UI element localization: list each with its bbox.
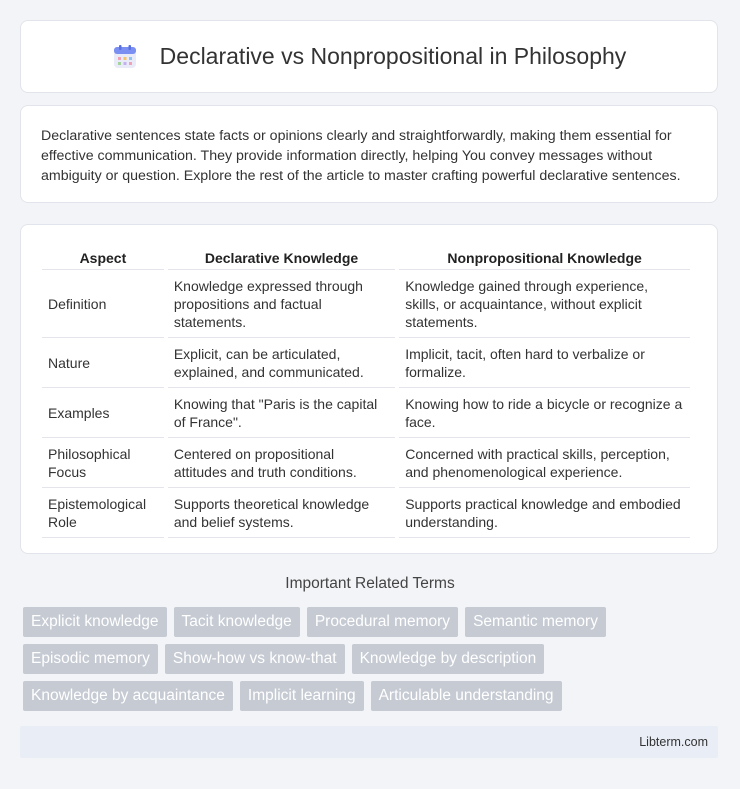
header-nonpropositional: Nonpropositional Knowledge (399, 245, 690, 270)
row-nonpropositional: Knowing how to ride a bicycle or recognize a face. (399, 388, 690, 438)
row-aspect: Philosophical Focus (42, 438, 164, 488)
table-row (42, 488, 690, 538)
term-tag[interactable]: Articulable understanding (371, 681, 562, 711)
term-tag[interactable]: Knowledge by acquaintance (23, 681, 233, 711)
row-declarative: Supports theoretical knowledge and belief systems. (168, 488, 395, 538)
row-nonpropositional: Implicit, tacit, often hard to verbalize or formalize. (399, 338, 690, 388)
intro-card (20, 105, 718, 203)
row-nonpropositional: Supports practical knowledge and embodied understanding. (399, 488, 690, 538)
calendar-icon (112, 44, 138, 70)
term-tag[interactable]: Episodic memory (23, 644, 158, 674)
header-aspect: Aspect (42, 245, 164, 270)
row-aspect: Epistemological Role (42, 488, 164, 538)
row-nonpropositional: Knowledge gained through experience, skills, or acquaintance, without explicit statements. (399, 270, 690, 338)
row-declarative: Centered on propositional attitudes and truth conditions. (168, 438, 395, 488)
related-terms-list (23, 607, 663, 711)
term-tag[interactable]: Procedural memory (307, 607, 458, 637)
title-card (20, 20, 718, 93)
table-header-row (42, 245, 690, 270)
row-declarative: Explicit, can be articulated, explained, and communicated. (168, 338, 395, 388)
term-tag[interactable]: Explicit knowledge (23, 607, 167, 637)
term-tag[interactable]: Semantic memory (465, 607, 606, 637)
intro-text: Declarative sentences state facts or opinions clearly and straightforwardly, making them essential for effective communication. They provide information directly, helping You convey messages without ambiguity or question. Explore the rest of the article to master crafting powerful declarative sentences. (41, 128, 681, 184)
header-declarative: Declarative Knowledge (168, 245, 395, 270)
term-tag[interactable]: Show-how vs know-that (165, 644, 345, 674)
term-tag[interactable]: Tacit knowledge (174, 607, 300, 637)
term-tag[interactable]: Knowledge by description (352, 644, 545, 674)
term-tag[interactable]: Implicit learning (240, 681, 364, 711)
footer (20, 726, 718, 758)
footer-site-link[interactable]: Libterm.com (639, 735, 708, 749)
row-declarative: Knowledge expressed through propositions and factual statements. (168, 270, 395, 338)
row-nonpropositional: Concerned with practical skills, perception, and phenomenological experience. (399, 438, 690, 488)
comparison-table-card (20, 224, 718, 554)
row-aspect: Definition (42, 270, 164, 338)
row-aspect: Examples (42, 388, 164, 438)
table-row (42, 270, 690, 338)
table-row (42, 438, 690, 488)
row-declarative: Knowing that "Paris is the capital of France". (168, 388, 395, 438)
related-terms-heading: Important Related Terms (285, 575, 455, 592)
table-row (42, 388, 690, 438)
table-row (42, 338, 690, 388)
page-title: Declarative vs Nonpropositional in Philosophy (159, 43, 627, 69)
row-aspect: Nature (42, 338, 164, 388)
comparison-table (38, 245, 694, 538)
